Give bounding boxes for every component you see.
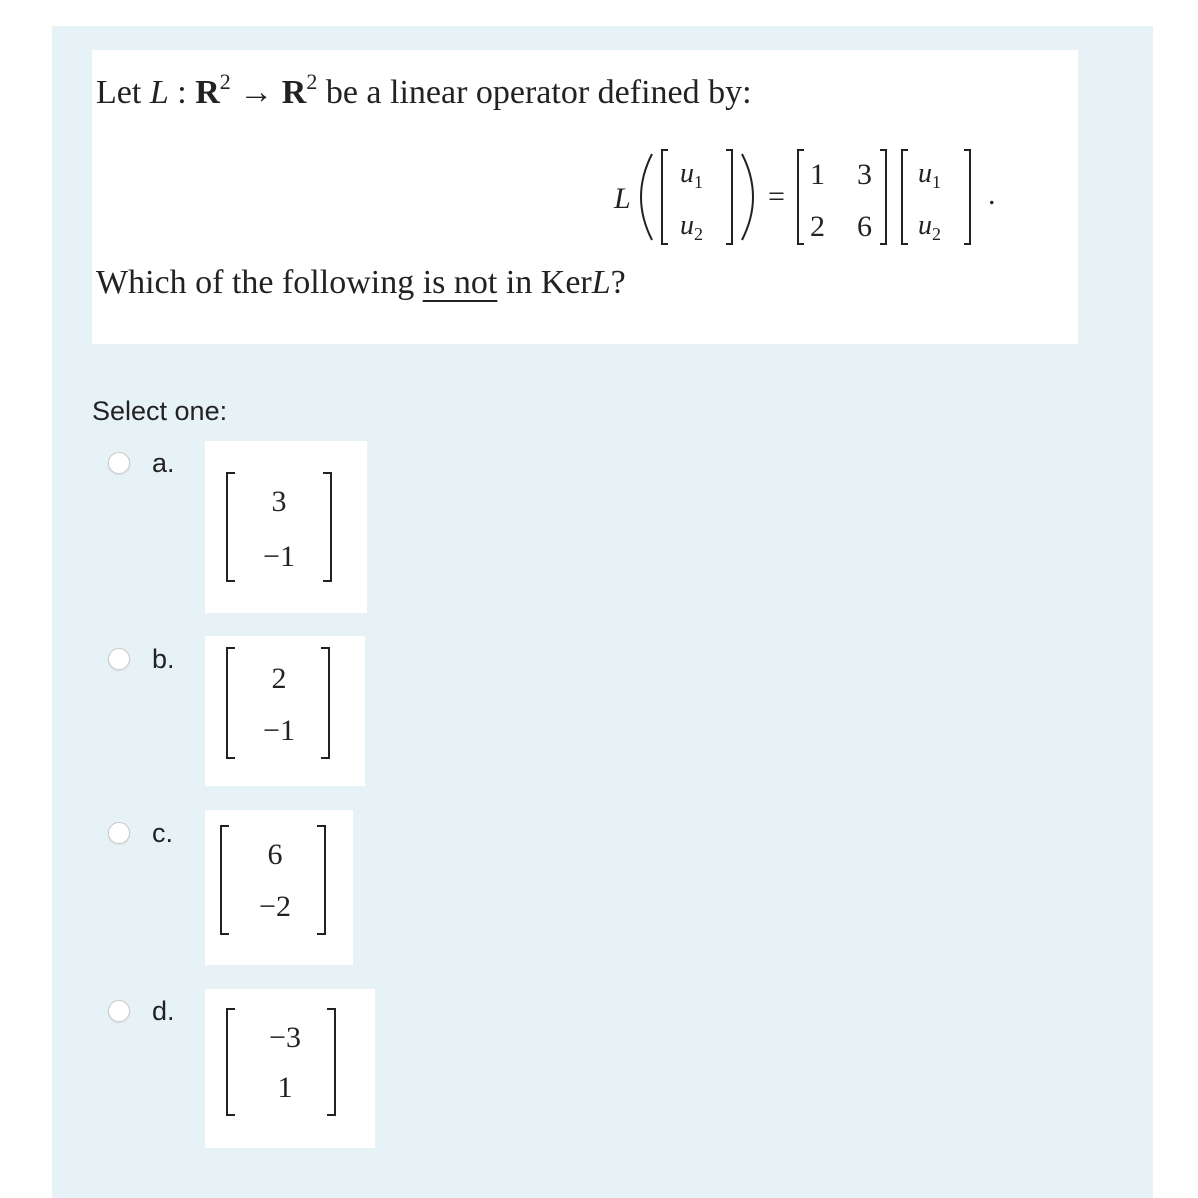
ask-L: L <box>591 264 611 301</box>
vector-top: 3 <box>271 485 287 518</box>
intro-map: : <box>168 74 196 111</box>
question-ask <box>96 264 626 302</box>
svg-text:u2: $u_2$ <box>918 210 941 244</box>
intro-sup1: 2 <box>219 69 231 94</box>
question-text-box <box>92 50 1078 344</box>
radio-button[interactable] <box>108 452 130 474</box>
vector-top: −3 <box>269 1021 301 1054</box>
operator-equation <box>612 142 1052 252</box>
radio-button[interactable] <box>108 648 130 670</box>
intro-R2: R <box>281 74 307 111</box>
intro-arrow: → <box>230 74 282 111</box>
intro-sup2: 2 <box>306 69 318 94</box>
eq-vec-bracket-right <box>726 150 732 244</box>
eq-right-paren <box>742 154 753 240</box>
select-one-label: Select one: <box>92 396 228 426</box>
option-b-vector[interactable] <box>205 636 365 786</box>
eq-period: . <box>988 178 996 211</box>
matrix-cell: 2 <box>810 210 825 243</box>
vector-top: 2 <box>271 662 287 695</box>
radio-button[interactable] <box>108 822 130 844</box>
radio-button[interactable] <box>108 1000 130 1022</box>
svg-text:u2: $u_2$ <box>680 210 703 244</box>
vector-bottom: −2 <box>259 890 291 923</box>
option-letter: a. <box>152 448 175 478</box>
ask-middle: in Ker <box>497 264 592 301</box>
matrix-cell: 6 <box>857 210 872 243</box>
option-letter: c. <box>152 818 174 848</box>
option-a-vector[interactable] <box>205 441 367 613</box>
vector-top: 6 <box>267 838 283 871</box>
ask-prefix: Which of the following <box>96 264 423 301</box>
eq-vec-bracket-left <box>662 150 668 244</box>
ask-suffix: ? <box>610 264 626 301</box>
svg-text:u1: $u_1$ <box>680 158 703 192</box>
option-c-vector[interactable] <box>205 810 353 965</box>
intro-prefix: Let <box>96 74 150 111</box>
matrix-bracket-left <box>798 150 804 244</box>
intro-L: L <box>149 74 169 111</box>
vector-bottom: 1 <box>277 1071 293 1104</box>
svg-text:u1: $u_1$ <box>918 158 941 192</box>
eq-vec2-bracket-right <box>964 150 970 244</box>
eq-vec2-bracket-left <box>902 150 908 244</box>
option-d-vector[interactable] <box>205 989 375 1148</box>
option-letter: b. <box>152 644 175 674</box>
intro-suffix: be a linear operator defined by: <box>317 74 752 111</box>
vector-bottom: −1 <box>263 714 295 747</box>
matrix-bracket-right <box>880 150 886 244</box>
eq-left-paren <box>641 154 652 240</box>
matrix-cell: 3 <box>857 158 872 191</box>
question-intro <box>96 69 752 112</box>
matrix-cell: 1 <box>810 158 825 191</box>
ask-emphasis: is not <box>422 264 498 301</box>
intro-R1: R <box>195 74 220 111</box>
vector-bottom: −1 <box>263 540 295 573</box>
eq-L: L <box>614 182 631 215</box>
option-letter: d. <box>152 996 175 1026</box>
eq-equals: = <box>768 180 785 213</box>
